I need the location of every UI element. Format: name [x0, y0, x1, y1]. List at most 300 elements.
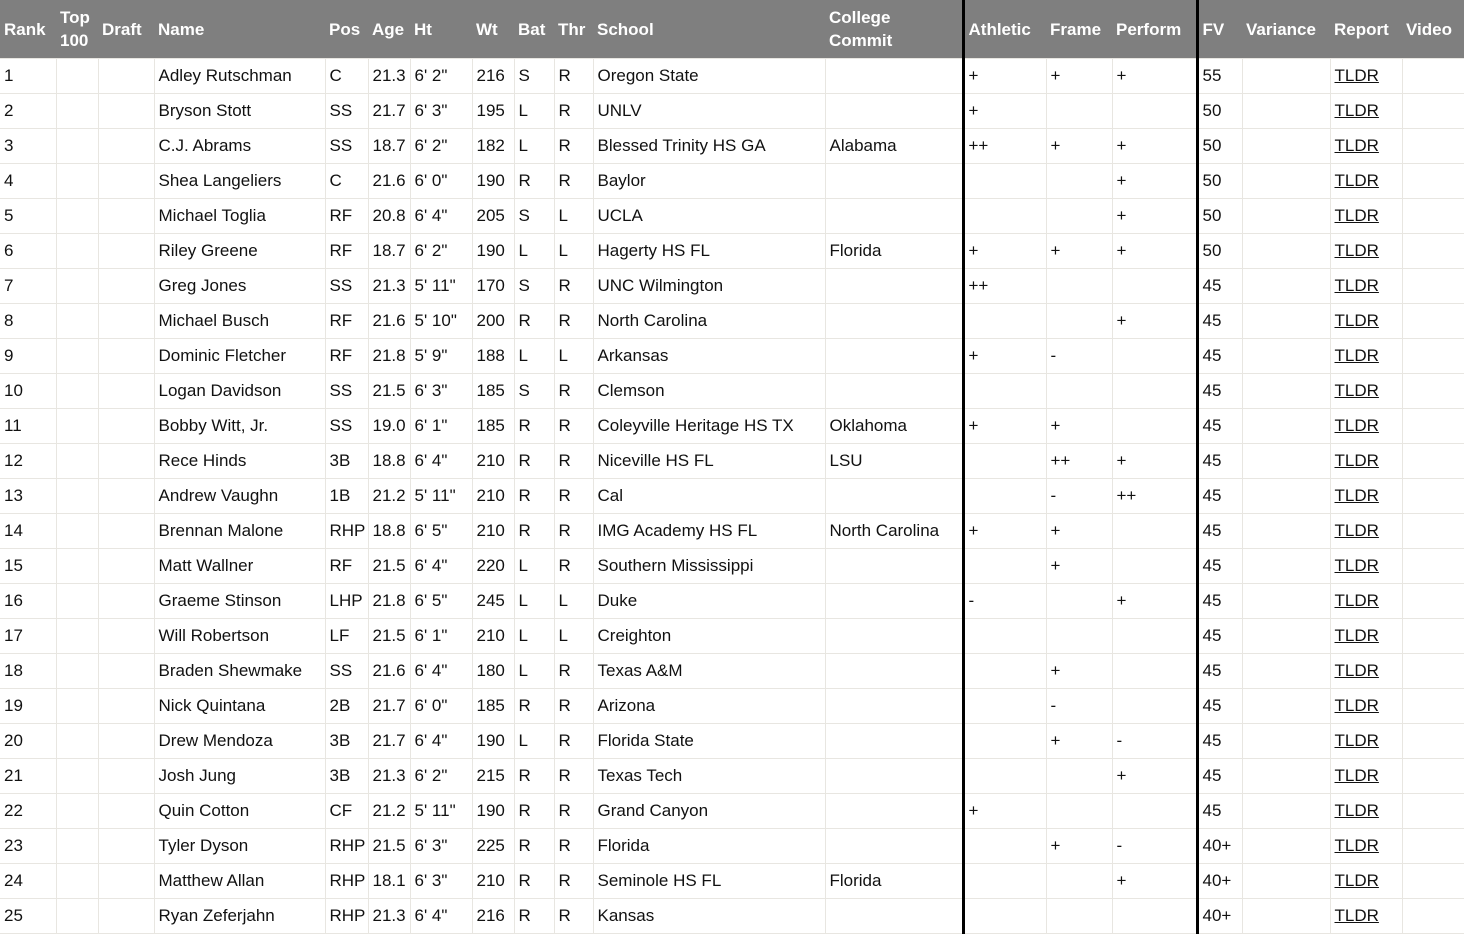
cell-ht: 6' 0"	[410, 689, 472, 724]
cell-report	[1330, 514, 1402, 549]
report-link[interactable]: TLDR	[1334, 801, 1379, 820]
cell-bat: R	[514, 899, 554, 934]
cell-pos: SS	[325, 129, 368, 164]
cell-school: Florida State	[593, 724, 825, 759]
cell-top-100	[56, 689, 98, 724]
column-header-variance[interactable]: Variance	[1242, 0, 1330, 59]
report-link[interactable]: TLDR	[1334, 101, 1379, 120]
cell-fv: 45	[1197, 759, 1242, 794]
cell-perform	[1112, 549, 1197, 584]
cell-thr: R	[554, 444, 593, 479]
cell-wt: 210	[472, 444, 514, 479]
cell-draft	[98, 269, 154, 304]
cell-variance	[1242, 269, 1330, 304]
cell-draft	[98, 689, 154, 724]
table-row	[0, 339, 1464, 374]
cell-draft	[98, 164, 154, 199]
cell-name: Matt Wallner	[154, 549, 325, 584]
cell-school: Cal	[593, 479, 825, 514]
cell-pos: RF	[325, 339, 368, 374]
cell-age: 21.7	[368, 724, 410, 759]
cell-report	[1330, 164, 1402, 199]
report-link[interactable]: TLDR	[1334, 206, 1379, 225]
cell-wt: 210	[472, 864, 514, 899]
cell-draft	[98, 444, 154, 479]
cell-report	[1330, 829, 1402, 864]
cell-college-commit	[825, 339, 963, 374]
cell-variance	[1242, 689, 1330, 724]
cell-video	[1402, 514, 1464, 549]
cell-top-100	[56, 899, 98, 934]
cell-video	[1402, 899, 1464, 934]
column-header-name[interactable]: Name	[154, 0, 325, 59]
cell-age: 18.8	[368, 444, 410, 479]
cell-bat: R	[514, 444, 554, 479]
cell-video	[1402, 164, 1464, 199]
header-row	[0, 0, 1464, 59]
report-link[interactable]: TLDR	[1334, 346, 1379, 365]
report-link[interactable]: TLDR	[1334, 906, 1379, 925]
cell-athletic	[963, 549, 1046, 584]
cell-name: Nick Quintana	[154, 689, 325, 724]
column-header-top-100[interactable]: Top 100	[56, 0, 98, 59]
table-row	[0, 59, 1464, 94]
table-row	[0, 164, 1464, 199]
cell-video	[1402, 829, 1464, 864]
column-header-age[interactable]: Age	[368, 0, 410, 59]
cell-ht: 6' 4"	[410, 549, 472, 584]
cell-wt: 205	[472, 199, 514, 234]
cell-wt: 185	[472, 374, 514, 409]
cell-wt: 210	[472, 619, 514, 654]
cell-variance	[1242, 829, 1330, 864]
cell-perform	[1112, 899, 1197, 934]
cell-top-100	[56, 304, 98, 339]
cell-age: 21.3	[368, 59, 410, 94]
cell-school: Niceville HS FL	[593, 444, 825, 479]
cell-pos: CF	[325, 794, 368, 829]
cell-school: UCLA	[593, 199, 825, 234]
cell-perform: +	[1112, 304, 1197, 339]
cell-perform: +	[1112, 59, 1197, 94]
cell-fv: 45	[1197, 304, 1242, 339]
cell-college-commit	[825, 689, 963, 724]
cell-variance	[1242, 234, 1330, 269]
cell-top-100	[56, 829, 98, 864]
report-link[interactable]: TLDR	[1334, 521, 1379, 540]
cell-college-commit: LSU	[825, 444, 963, 479]
cell-thr: R	[554, 94, 593, 129]
table-row	[0, 94, 1464, 129]
cell-draft	[98, 409, 154, 444]
cell-frame: +	[1046, 59, 1112, 94]
report-link[interactable]: TLDR	[1334, 451, 1379, 470]
cell-name: Logan Davidson	[154, 374, 325, 409]
cell-rank: 21	[0, 759, 56, 794]
table-row	[0, 899, 1464, 934]
cell-wt: 216	[472, 59, 514, 94]
cell-perform	[1112, 374, 1197, 409]
cell-name: Josh Jung	[154, 759, 325, 794]
cell-college-commit	[825, 899, 963, 934]
cell-video	[1402, 374, 1464, 409]
report-link[interactable]: TLDR	[1334, 626, 1379, 645]
cell-athletic: +	[963, 339, 1046, 374]
cell-pos: 3B	[325, 759, 368, 794]
cell-age: 21.3	[368, 269, 410, 304]
cell-perform: +	[1112, 584, 1197, 619]
cell-draft	[98, 199, 154, 234]
report-link[interactable]: TLDR	[1334, 66, 1379, 85]
cell-name: Michael Busch	[154, 304, 325, 339]
cell-school: Oregon State	[593, 59, 825, 94]
cell-wt: 182	[472, 129, 514, 164]
cell-frame: +	[1046, 724, 1112, 759]
cell-top-100	[56, 479, 98, 514]
cell-perform	[1112, 689, 1197, 724]
cell-draft	[98, 584, 154, 619]
cell-wt: 190	[472, 724, 514, 759]
cell-draft	[98, 794, 154, 829]
cell-frame: -	[1046, 479, 1112, 514]
cell-thr: L	[554, 339, 593, 374]
cell-athletic	[963, 479, 1046, 514]
cell-wt: 215	[472, 759, 514, 794]
cell-top-100	[56, 654, 98, 689]
cell-ht: 6' 4"	[410, 724, 472, 759]
cell-rank: 5	[0, 199, 56, 234]
cell-report	[1330, 409, 1402, 444]
cell-draft	[98, 304, 154, 339]
cell-variance	[1242, 199, 1330, 234]
cell-age: 21.7	[368, 689, 410, 724]
cell-school: Clemson	[593, 374, 825, 409]
cell-fv: 45	[1197, 549, 1242, 584]
cell-athletic	[963, 689, 1046, 724]
cell-frame	[1046, 94, 1112, 129]
cell-school: UNC Wilmington	[593, 269, 825, 304]
cell-draft	[98, 59, 154, 94]
cell-pos: SS	[325, 654, 368, 689]
cell-pos: 3B	[325, 444, 368, 479]
column-header-athletic[interactable]: Athletic	[963, 0, 1046, 59]
cell-name: Andrew Vaughn	[154, 479, 325, 514]
cell-college-commit	[825, 479, 963, 514]
table-row	[0, 759, 1464, 794]
cell-name: Greg Jones	[154, 269, 325, 304]
cell-bat: L	[514, 129, 554, 164]
cell-ht: 5' 9"	[410, 339, 472, 374]
cell-fv: 50	[1197, 234, 1242, 269]
column-header-college-commit[interactable]: College Commit	[825, 0, 963, 59]
cell-rank: 14	[0, 514, 56, 549]
cell-rank: 1	[0, 59, 56, 94]
column-header-school[interactable]: School	[593, 0, 825, 59]
cell-pos: RF	[325, 304, 368, 339]
report-link[interactable]: TLDR	[1334, 136, 1379, 155]
cell-wt: 190	[472, 164, 514, 199]
cell-college-commit	[825, 304, 963, 339]
report-link[interactable]: TLDR	[1334, 556, 1379, 575]
cell-bat: L	[514, 94, 554, 129]
cell-rank: 9	[0, 339, 56, 374]
cell-fv: 45	[1197, 339, 1242, 374]
cell-variance	[1242, 584, 1330, 619]
cell-college-commit: North Carolina	[825, 514, 963, 549]
cell-top-100	[56, 619, 98, 654]
cell-rank: 13	[0, 479, 56, 514]
cell-athletic	[963, 304, 1046, 339]
cell-top-100	[56, 374, 98, 409]
cell-pos: 1B	[325, 479, 368, 514]
cell-variance	[1242, 94, 1330, 129]
cell-athletic: +	[963, 59, 1046, 94]
report-link[interactable]: TLDR	[1334, 766, 1379, 785]
cell-fv: 45	[1197, 724, 1242, 759]
cell-perform	[1112, 94, 1197, 129]
cell-athletic	[963, 444, 1046, 479]
cell-school: Coleyville Heritage HS TX	[593, 409, 825, 444]
cell-school: Grand Canyon	[593, 794, 825, 829]
table-row	[0, 129, 1464, 164]
cell-frame: +	[1046, 129, 1112, 164]
cell-thr: L	[554, 234, 593, 269]
cell-athletic	[963, 164, 1046, 199]
cell-frame: +	[1046, 654, 1112, 689]
cell-college-commit	[825, 794, 963, 829]
cell-college-commit: Florida	[825, 864, 963, 899]
report-link[interactable]: TLDR	[1334, 416, 1379, 435]
column-header-frame[interactable]: Frame	[1046, 0, 1112, 59]
cell-report	[1330, 654, 1402, 689]
cell-report	[1330, 759, 1402, 794]
cell-draft	[98, 899, 154, 934]
cell-pos: RF	[325, 549, 368, 584]
cell-top-100	[56, 549, 98, 584]
cell-athletic: +	[963, 94, 1046, 129]
report-link[interactable]: TLDR	[1334, 486, 1379, 505]
cell-college-commit	[825, 829, 963, 864]
cell-wt: 190	[472, 234, 514, 269]
cell-bat: R	[514, 514, 554, 549]
cell-ht: 5' 11"	[410, 794, 472, 829]
cell-video	[1402, 619, 1464, 654]
report-link[interactable]: TLDR	[1334, 241, 1379, 260]
column-header-rank[interactable]: Rank	[0, 0, 56, 59]
cell-perform: +	[1112, 199, 1197, 234]
cell-report	[1330, 94, 1402, 129]
cell-athletic	[963, 654, 1046, 689]
report-link[interactable]: TLDR	[1334, 836, 1379, 855]
cell-age: 21.5	[368, 619, 410, 654]
cell-frame: +	[1046, 234, 1112, 269]
cell-wt: 180	[472, 654, 514, 689]
cell-rank: 19	[0, 689, 56, 724]
cell-frame	[1046, 864, 1112, 899]
report-link[interactable]: TLDR	[1334, 871, 1379, 890]
cell-top-100	[56, 129, 98, 164]
report-link[interactable]: TLDR	[1334, 311, 1379, 330]
cell-report	[1330, 444, 1402, 479]
cell-report	[1330, 129, 1402, 164]
column-header-report[interactable]: Report	[1330, 0, 1402, 59]
cell-athletic: +	[963, 234, 1046, 269]
cell-pos: SS	[325, 374, 368, 409]
cell-perform: +	[1112, 129, 1197, 164]
cell-variance	[1242, 409, 1330, 444]
report-link[interactable]: TLDR	[1334, 381, 1379, 400]
column-header-video[interactable]: Video	[1402, 0, 1464, 59]
cell-bat: R	[514, 864, 554, 899]
cell-wt: 225	[472, 829, 514, 864]
column-header-pos[interactable]: Pos	[325, 0, 368, 59]
cell-age: 18.1	[368, 864, 410, 899]
cell-top-100	[56, 199, 98, 234]
cell-report	[1330, 864, 1402, 899]
table-row	[0, 829, 1464, 864]
cell-rank: 10	[0, 374, 56, 409]
column-header-draft[interactable]: Draft	[98, 0, 154, 59]
cell-fv: 40+	[1197, 829, 1242, 864]
cell-wt: 220	[472, 549, 514, 584]
cell-pos: C	[325, 164, 368, 199]
cell-wt: 170	[472, 269, 514, 304]
cell-video	[1402, 654, 1464, 689]
cell-ht: 6' 3"	[410, 829, 472, 864]
cell-perform	[1112, 619, 1197, 654]
column-header-ht[interactable]: Ht	[410, 0, 472, 59]
cell-thr: R	[554, 164, 593, 199]
cell-ht: 6' 5"	[410, 584, 472, 619]
cell-top-100	[56, 444, 98, 479]
cell-top-100	[56, 59, 98, 94]
table-row	[0, 409, 1464, 444]
cell-wt: 185	[472, 689, 514, 724]
cell-rank: 25	[0, 899, 56, 934]
table-row	[0, 234, 1464, 269]
cell-bat: R	[514, 164, 554, 199]
cell-college-commit: Oklahoma	[825, 409, 963, 444]
cell-fv: 45	[1197, 619, 1242, 654]
cell-variance	[1242, 129, 1330, 164]
cell-fv: 45	[1197, 794, 1242, 829]
report-link[interactable]: TLDR	[1334, 276, 1379, 295]
column-header-thr[interactable]: Thr	[554, 0, 593, 59]
cell-thr: R	[554, 654, 593, 689]
cell-draft	[98, 514, 154, 549]
cell-frame: +	[1046, 829, 1112, 864]
cell-thr: R	[554, 514, 593, 549]
cell-report	[1330, 479, 1402, 514]
cell-wt: 210	[472, 479, 514, 514]
report-link[interactable]: TLDR	[1334, 171, 1379, 190]
cell-athletic	[963, 899, 1046, 934]
report-link[interactable]: TLDR	[1334, 696, 1379, 715]
cell-thr: R	[554, 899, 593, 934]
column-header-fv[interactable]: FV	[1197, 0, 1242, 59]
cell-athletic	[963, 864, 1046, 899]
cell-report	[1330, 584, 1402, 619]
cell-perform	[1112, 409, 1197, 444]
cell-college-commit: Alabama	[825, 129, 963, 164]
cell-pos: 3B	[325, 724, 368, 759]
cell-top-100	[56, 584, 98, 619]
column-header-wt[interactable]: Wt	[472, 0, 514, 59]
cell-frame	[1046, 269, 1112, 304]
cell-name: Dominic Fletcher	[154, 339, 325, 374]
cell-video	[1402, 269, 1464, 304]
table-row	[0, 654, 1464, 689]
cell-thr: L	[554, 584, 593, 619]
cell-athletic: +	[963, 794, 1046, 829]
report-link[interactable]: TLDR	[1334, 661, 1379, 680]
cell-frame	[1046, 794, 1112, 829]
cell-athletic	[963, 199, 1046, 234]
cell-perform: +	[1112, 444, 1197, 479]
cell-report	[1330, 899, 1402, 934]
cell-pos: RF	[325, 234, 368, 269]
cell-top-100	[56, 759, 98, 794]
cell-school: Arizona	[593, 689, 825, 724]
cell-age: 19.0	[368, 409, 410, 444]
report-link[interactable]: TLDR	[1334, 731, 1379, 750]
cell-variance	[1242, 444, 1330, 479]
cell-perform: ++	[1112, 479, 1197, 514]
cell-athletic: ++	[963, 129, 1046, 164]
cell-name: Brennan Malone	[154, 514, 325, 549]
cell-rank: 24	[0, 864, 56, 899]
cell-athletic: -	[963, 584, 1046, 619]
cell-athletic	[963, 724, 1046, 759]
cell-variance	[1242, 374, 1330, 409]
cell-age: 18.7	[368, 234, 410, 269]
cell-frame: ++	[1046, 444, 1112, 479]
cell-report	[1330, 374, 1402, 409]
cell-pos: C	[325, 59, 368, 94]
cell-variance	[1242, 864, 1330, 899]
cell-rank: 20	[0, 724, 56, 759]
table-row	[0, 444, 1464, 479]
cell-perform: +	[1112, 234, 1197, 269]
column-header-bat[interactable]: Bat	[514, 0, 554, 59]
cell-rank: 7	[0, 269, 56, 304]
cell-variance	[1242, 479, 1330, 514]
cell-thr: R	[554, 129, 593, 164]
table-row	[0, 689, 1464, 724]
cell-frame: +	[1046, 514, 1112, 549]
column-header-perform[interactable]: Perform	[1112, 0, 1197, 59]
cell-name: Matthew Allan	[154, 864, 325, 899]
table-row	[0, 374, 1464, 409]
cell-athletic	[963, 619, 1046, 654]
cell-thr: R	[554, 304, 593, 339]
cell-ht: 6' 0"	[410, 164, 472, 199]
cell-bat: R	[514, 829, 554, 864]
cell-video	[1402, 409, 1464, 444]
cell-bat: R	[514, 304, 554, 339]
cell-college-commit	[825, 619, 963, 654]
cell-ht: 6' 2"	[410, 759, 472, 794]
cell-ht: 6' 2"	[410, 234, 472, 269]
cell-bat: L	[514, 549, 554, 584]
cell-rank: 2	[0, 94, 56, 129]
report-link[interactable]: TLDR	[1334, 591, 1379, 610]
cell-report	[1330, 724, 1402, 759]
cell-name: Bryson Stott	[154, 94, 325, 129]
cell-rank: 15	[0, 549, 56, 584]
cell-frame	[1046, 164, 1112, 199]
cell-thr: R	[554, 549, 593, 584]
